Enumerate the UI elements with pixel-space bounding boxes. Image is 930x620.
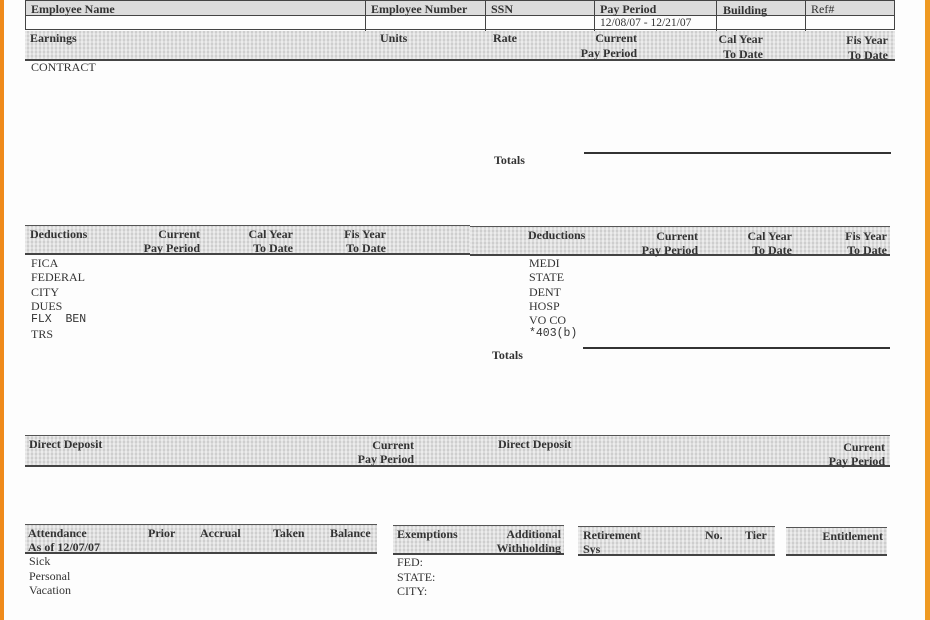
earnings-header	[25, 31, 895, 61]
building-label: Building	[723, 3, 768, 17]
earnings-totals-label: Totals	[494, 153, 525, 167]
additional-withholding-label-1: Additional	[506, 527, 561, 541]
deductions-left-cal-1: Cal Year	[248, 227, 293, 241]
deduction-row: MEDI	[529, 256, 560, 270]
cal-year-col-label-2: To Date	[723, 47, 763, 61]
deduction-row: FICA	[31, 256, 59, 270]
earnings-row-contract: CONTRACT	[31, 60, 96, 74]
direct-deposit-right-current-1: Current	[843, 440, 885, 454]
deduction-row: TRS	[31, 327, 54, 342]
ref-cell	[805, 1, 806, 31]
attendance-col-accrual: Accrual	[200, 526, 241, 540]
ssn-cell	[485, 1, 486, 31]
deductions-right-list	[529, 256, 577, 342]
pay-period-label: Pay Period	[600, 2, 657, 16]
rate-col-label: Rate	[493, 31, 517, 45]
deductions-left-fis-2: To Date	[346, 241, 386, 255]
deductions-totals-rule	[583, 347, 890, 349]
deductions-right-fis-1: Fis Year	[845, 229, 887, 243]
deductions-right-col-label: Deductions	[528, 228, 586, 242]
attendance-row-vacation: Vacation	[29, 583, 71, 597]
ssn-label: SSN	[491, 2, 514, 16]
deduction-row: *403(b)	[529, 327, 578, 341]
deductions-right-cal-1: Cal Year	[747, 229, 792, 243]
deductions-left-header	[25, 225, 470, 255]
entitlement-header	[786, 527, 887, 556]
additional-withholding-label-2: Withholding	[496, 541, 561, 555]
deductions-totals-label: Totals	[492, 348, 523, 362]
deduction-row: FLX BEN	[31, 313, 87, 327]
earnings-col-label: Earnings	[30, 31, 77, 45]
units-col-label: Units	[380, 31, 408, 45]
deduction-row: FEDERAL	[31, 270, 85, 285]
direct-deposit-header	[25, 435, 890, 467]
attendance-title-2: As of 12/07/07	[28, 540, 100, 554]
deduction-row: VO CO	[529, 313, 567, 328]
deductions-left-fis-1: Fis Year	[344, 227, 386, 241]
deductions-left-current-2: Pay Period	[143, 241, 200, 255]
entitlement-title: Entitlement	[822, 529, 883, 543]
exemptions-header	[393, 525, 564, 555]
deductions-right-current-2: Pay Period	[641, 243, 698, 257]
retirement-header	[578, 526, 775, 556]
attendance-title-1: Attendance	[28, 526, 87, 540]
employee-number-label: Employee Number	[371, 2, 468, 16]
direct-deposit-left-label: Direct Deposit	[29, 437, 103, 451]
deduction-row: CITY	[31, 284, 59, 299]
exemption-row-fed: FED:	[397, 555, 424, 569]
deductions-right-header	[470, 226, 890, 256]
direct-deposit-right-current-2: Pay Period	[828, 454, 885, 468]
deductions-right-current-1: Current	[656, 229, 698, 243]
fis-year-col-label-2: To Date	[848, 48, 888, 62]
retirement-no-label: No.	[705, 528, 723, 542]
deductions-right-fis-2: To Date	[847, 243, 887, 257]
employee-number-cell	[365, 1, 366, 31]
employee-id-table	[25, 0, 895, 30]
page-edge-left	[0, 0, 4, 620]
retirement-title-2: Sys	[583, 542, 601, 556]
attendance-col-taken: Taken	[273, 526, 305, 540]
fis-year-col-label-1: Fis Year	[846, 33, 888, 47]
building-cell	[716, 1, 717, 31]
earnings-totals-rule	[584, 152, 891, 154]
retirement-tier-label: Tier	[745, 528, 767, 542]
attendance-col-balance: Balance	[330, 526, 371, 540]
deductions-left-current-1: Current	[158, 227, 200, 241]
deductions-left-cal-2: To Date	[253, 241, 293, 255]
attendance-list	[29, 554, 71, 598]
deductions-left-col-label: Deductions	[30, 227, 88, 241]
deduction-row: HOSP	[529, 298, 560, 313]
exemptions-title: Exemptions	[397, 527, 458, 541]
ref-label: Ref#	[811, 2, 835, 16]
exemption-row-state: STATE:	[397, 569, 436, 584]
attendance-row-sick: Sick	[29, 554, 51, 568]
cal-year-col-label-1: Cal Year	[718, 32, 763, 46]
current-col-label-1: Current	[595, 31, 637, 45]
current-col-label-2: Pay Period	[580, 46, 637, 60]
direct-deposit-left-current-1: Current	[372, 438, 414, 452]
pay-period-value: 12/08/07 - 12/21/07	[600, 17, 692, 29]
attendance-row-personal: Personal	[29, 568, 71, 583]
direct-deposit-right-label: Direct Deposit	[498, 437, 572, 451]
page-edge-right	[925, 0, 930, 620]
attendance-col-prior: Prior	[148, 526, 176, 540]
attendance-header	[25, 524, 377, 554]
pay-period-cell	[594, 1, 595, 31]
exemption-row-city: CITY:	[397, 584, 428, 598]
deduction-row: DUES	[31, 298, 63, 313]
direct-deposit-left-current-2: Pay Period	[357, 452, 414, 466]
deductions-left-list	[31, 256, 86, 342]
deduction-row: DENT	[529, 284, 561, 299]
deduction-row: STATE	[529, 270, 565, 285]
exemptions-list	[397, 555, 435, 599]
employee-name-label: Employee Name	[31, 2, 115, 16]
retirement-title-1: Retirement	[583, 528, 641, 542]
deductions-right-cal-2: To Date	[752, 243, 792, 257]
